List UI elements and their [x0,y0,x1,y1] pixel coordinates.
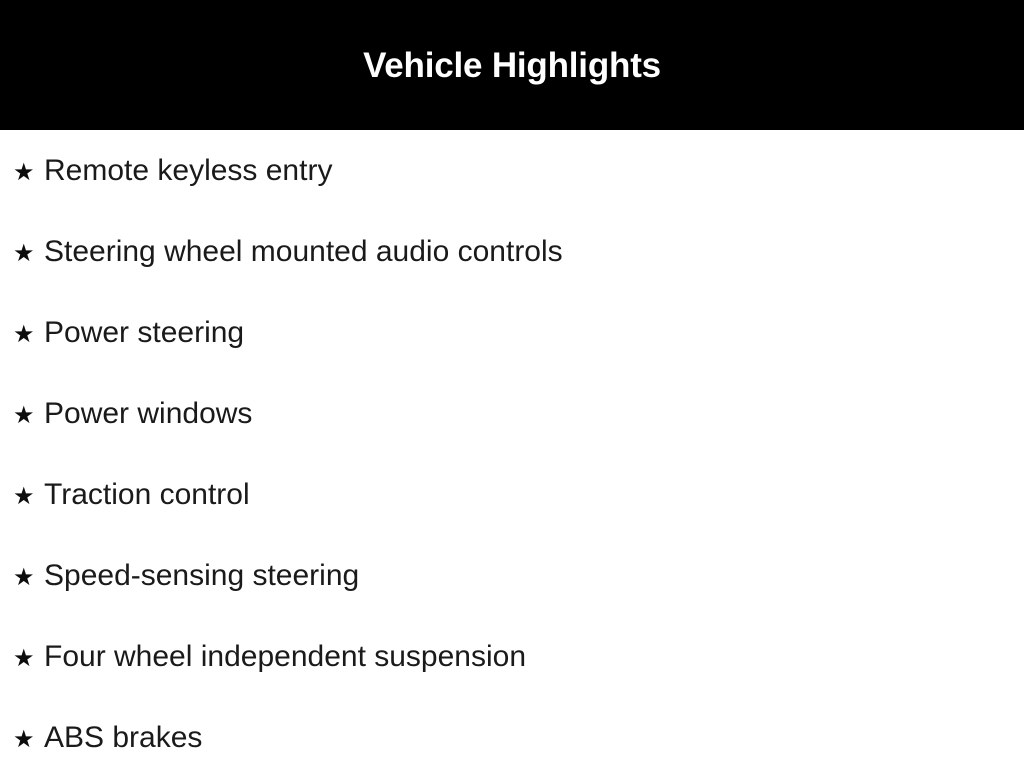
list-item [13,719,1024,758]
star-icon: ★ [13,726,35,753]
star-icon: ★ [13,483,35,510]
star-icon: ★ [13,564,35,591]
list-item [13,314,1024,353]
page-header [0,0,1024,130]
list-item-label: Power windows [44,397,253,430]
star-icon: ★ [13,645,35,672]
list-item-label: Power steering [44,316,245,349]
vehicle-highlights-list [0,130,1024,758]
star-icon: ★ [13,159,35,186]
list-item-label: Traction control [44,478,250,511]
list-item [13,233,1024,272]
list-item [13,476,1024,515]
list-item [13,152,1024,191]
list-item-label: ABS brakes [44,721,203,754]
list-item-label: Speed-sensing steering [44,559,360,592]
list-item [13,557,1024,596]
page-title: Vehicle Highlights [363,45,661,85]
list-item [13,395,1024,434]
star-icon: ★ [13,321,35,348]
list-item-label: Four wheel independent suspension [44,640,527,673]
star-icon: ★ [13,402,35,429]
list-item [13,638,1024,677]
list-item-label: Remote keyless entry [44,154,333,187]
list-item-label: Steering wheel mounted audio controls [44,235,563,268]
star-icon: ★ [13,240,35,267]
